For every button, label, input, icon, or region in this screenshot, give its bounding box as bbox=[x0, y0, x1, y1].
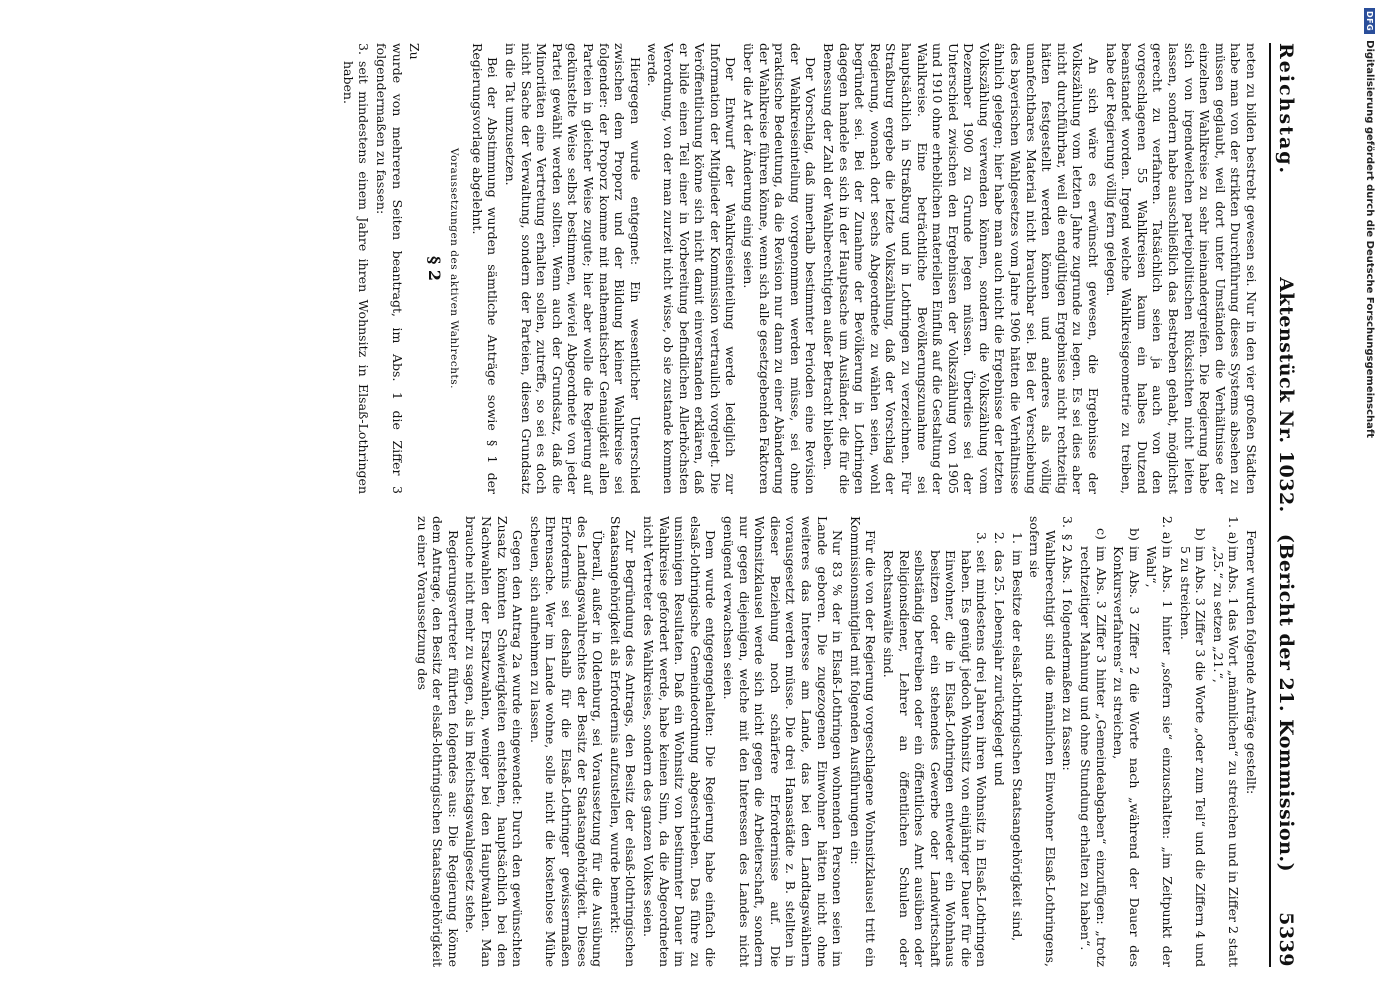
right-column bbox=[338, 516, 1259, 967]
list-text: das 25. Lebensjahr zurückgelegt und bbox=[992, 550, 1008, 786]
text-columns bbox=[338, 43, 1259, 967]
paragraph: Bei der Abstimmung wurden sämtliche Anträge sowie § 1 der Regierungsvorlage abgelehnt. bbox=[469, 43, 501, 494]
list-item bbox=[340, 43, 371, 494]
paragraph: Dem wurde entgegengehalten: Die Regierung habe einfach die elsaß-lothringische Gemeindeordnung abgeschrieben. Das führe zu unsinnigen Resultaten. Daß ein Wohnsitz von bestimmter Dauer im Wahlkreise gefordert werde, habe keinen Sinn, da die Abgeordneten nicht Vertreter des Wahlkreises, sondern des ganzen Volkes seien. bbox=[641, 516, 719, 967]
list-item bbox=[1077, 516, 1108, 967]
document-page bbox=[15, 25, 1305, 985]
paragraph: Der Vorschlag, daß innerhalb bestimmter Perioden eine Revision der Wahlkreiseinteilung vorgenommen werden müsse, sei ohne praktische Bedeutung, da die Revision nur dann zu einer Abänderung der Wahlkreise führen könne, wenn sich alle gesetzgebenden Faktoren über die Art der Änderung einig seien. bbox=[741, 43, 819, 494]
list-text: im Abs. 3 Ziffer 2 die Worte nach „während der Dauer des Konkursverfahrens“ zu streichen, bbox=[1111, 546, 1142, 967]
header-reichstag: Reichstag. bbox=[1275, 43, 1297, 176]
paragraph: Regierungsvertreter führten folgendes aus: Die Regierung könne dem Antrage, den Besitz der elsaß-lothringischen Staatsangehörigkeit zu einer Voraussetzung des bbox=[414, 516, 461, 967]
list-text: im Abs. 1 das Wort „männlichen“ zu streichen und in Ziffer 2 statt „25.“ zu setzen „21.“, bbox=[1210, 546, 1242, 967]
header-kommission: (Bericht der 21. Kommission.) bbox=[1275, 533, 1297, 873]
list-text: seit mindestens drei Jahren ihren Wohnsitz in Elsaß-Lothringen haben. Es genügt jedoch Wohnsitz von einjähriger Dauer für die Einwohner, die in Elsaß-Lothringen entweder ein Wohnhaus besitzen oder ein stehendes Gewerbe oder Landwirtschaft selbständig betreiben oder ein öffentliches Amt ausüben oder Religionsdiener, Lehrer an öffentlichen Schulen oder Rechtsanwälte sind. bbox=[880, 550, 990, 967]
paragraph: Ferner wurden folgende Anträge gestellt: bbox=[1244, 530, 1259, 795]
section-heading: Voraussetzungen des aktiven Wahlrechts. bbox=[448, 148, 461, 389]
digitization-note bbox=[1364, 8, 1375, 988]
paragraph: Für die von der Regierung vorgeschlagene Wohnsitzklausel tritt ein Kommissionsmitglied mit folgenden Ausführungen ein: bbox=[847, 516, 879, 967]
list-item bbox=[1210, 516, 1241, 967]
paragraph: Hiergegen wurde entgegnet: Ein wesentlicher Unterschied zwischen dem Proporz und der Bildung kleiner Wahlkreise sei folgender: der Proporz komme mit mathematischer Genauigkeit allen Parteien in gleicher Weise zugute; hier aber wolle die Regierung auf gekünstelte Weise selbst bestimmen, wieviel Abgeordnete von jeder Partei gewählt werden sollten. Wenn auch der Grundsatz, daß die Minoritäten eine Vertretung erhalten sollen, zutreffe, so sei es doch nicht Sache der Verwaltung, sondern der Parteien, diesen Grundsatz in die Tat umzusetzen. bbox=[503, 43, 643, 494]
paragraph: Überall, außer in Oldenburg, sei Voraussetzung für die Ausübung des Landtagswahlrechtes der Besitz der Staatsangehörigkeit. Dieses Erfordernis sei deshalb für die Elsaß-Lothringer gewissermaßen Ehrensache. Wer im Lande wohne, solle nicht die kostenlose Mühe scheuen, sich aufnehmen zu lassen. bbox=[527, 516, 606, 967]
list-item bbox=[1177, 516, 1208, 967]
list-number: 1. bbox=[1009, 532, 1025, 544]
paragraph-mark: § 2 bbox=[424, 255, 444, 282]
list-number: b) bbox=[1193, 528, 1209, 541]
paragraph: An sich wäre es erwünscht gewesen, die Ergebnisse der Volkszählung vom letzten Jahre zugrunde zu legen. Es sei dies aber nicht durchführbar, weil die endgültigen Ergebnisse nicht rechtzeitig hätten festgestellt werden können und anderes als völlig unanfechtbares Material nicht brauchbar sei. Bei der Verschiebung des bayerischen Wahlgesetzes vom Jahre 1906 hätten die Verhältnisse ähnlich gelegen; hier habe man auch nicht die Ergebnisse der letzten Volkszählung verwenden können, sondern die Volkszählung vom Dezember 1900 zu Grunde legen müssen. Überdies sei der Unterschied zwischen den Ergebnissen der Volkszählung von 1905 und 1910 ohne erheblichen materiellen Einfluß auf die Gestaltung der Wahlkreise. Eine beträchtliche Bevölkerungszunahme sei hauptsächlich in Straßburg und in Lothringen zu verzeichnen. Für Straßburg ergebe die letzte Volkszählung, daß der Vorschlag der Regierung, wonach dort sechs Abgeordnete zu wählen seien, wohl begründet sei. Bei der Zunahme der Bevölkerung in Lothringen dagegen handele es sich in der Hauptsache um Ausländer, die für die Bemessung der Zahl der Wahlberechtigten außer Betracht blieben. bbox=[820, 43, 1102, 494]
left-column bbox=[338, 43, 1259, 494]
sub-list-item bbox=[1009, 516, 1025, 967]
list-number: b) bbox=[1126, 528, 1142, 541]
list-item bbox=[1060, 516, 1076, 967]
list-number: 1. a) bbox=[1226, 516, 1242, 545]
paragraph: Nur 83 % der in Elsaß-Lothringen wohnenden Personen seien im Lande geboren. Die zugezogenen Einwohner hätten nicht ohne weiteres das Interesse am Lande, das bei den Landtagswählern vorausgesetzt werden müsse. Die drei Hansastädte z. B. stellten in dieser Beziehung noch schärfere Erfordernisse auf. Die Wohnsitzklausel werde sich nicht gegen die Arbeiterschaft, sondern nur gegen diejenigen, welche mit den Interessen des Landes nicht genügend verwachsen seien. bbox=[721, 516, 846, 967]
list-item bbox=[1111, 516, 1142, 967]
list-text: im Abs. 3 Ziffer 3 die Worte „oder zum Teil“ und die Ziffern 4 und 5 zu streichen. bbox=[1177, 546, 1209, 967]
dfg-logo: DFG bbox=[1364, 8, 1375, 34]
list-number: 2. a) bbox=[1160, 516, 1176, 545]
list-number: 3. bbox=[974, 532, 990, 544]
list-number: 3. bbox=[356, 43, 372, 55]
list-text: in Abs. 1 hinter „sofern sie“ einzuschalten: „im Zeitpunkt der Wahl“, bbox=[1144, 546, 1176, 967]
page-number: 5339 bbox=[1275, 912, 1297, 967]
list-number: 2. bbox=[992, 532, 1008, 544]
digitization-text: Digitalisierung gefördert durch die Deutsche Forschungsgemeinschaft bbox=[1364, 40, 1375, 439]
list-text: § 2 Abs. 1 folgendermaßen zu fassen: bbox=[1060, 534, 1076, 771]
list-text: im Besitze der elsaß-lothringischen Staatsangehörigkeit sind, bbox=[1009, 550, 1025, 942]
paragraph: Wahlberechtigt sind die männlichen Einwohner Elsaß-Lothringens, sofern sie bbox=[1027, 516, 1058, 967]
paragraph: Zur Begründung des Antrags, den Besitz der elsaß-lothringischen Staatsangehörigkeit als Erfordernis aufzustellen, wurde bemerkt: bbox=[607, 516, 639, 967]
sub-list-item bbox=[992, 516, 1008, 967]
sub-list-item bbox=[880, 516, 989, 967]
header-aktenstueck: Aktenstück Nr. 1032. bbox=[1275, 277, 1297, 513]
running-head bbox=[1269, 43, 1297, 967]
list-text: im Abs. 3 Ziffer 3 hinter „Gemeindeabgaben“ einzufügen: „trotz rechtzeitiger Mahnung und ohne Stundung erhalten zu haben“. bbox=[1078, 546, 1109, 967]
list-text: seit mindestens einem Jahre ihren Wohnsitz in Elsaß-Lothringen haben. bbox=[340, 61, 372, 494]
paragraph: Der Entwurf der Wahlkreiseinteilung werde lediglich zur Information der Mitglieder der Kommission vertraulich vorgelegt. Die Veröffentlichung könne sich nicht damit einverstanden erklären, daß er bilde einen Teil einer in Vorbereitung befindlichen Allerhöchsten Verordnung, von der man zurzeit nicht wisse, ob sie zustande kommen werde. bbox=[645, 43, 739, 494]
paragraph: wurde von mehreren Seiten beantragt, im Abs. 1 die Ziffer 3 folgendermaßen zu fassen: bbox=[373, 43, 405, 494]
paragraph: neten zu bilden bestrebt gewesen sei. Nur in den vier großen Städten habe man von der strikten Durchführung dieses Systems absehen zu müssen geglaubt, weil dort unter Umständen die Verhältnisse der einzelnen Wahlkreise zu sehr ineinandergreifen. Die Regierung habe sich von irgendwelchen parteipolitischen Rücksichten nicht leiten lassen, sondern habe ausschließlich das Bestreben gehabt, möglichst gerecht zu verfahren. Tatsächlich seien ja auch von den vorgeschlagenen 55 Wahlkreisen kaum ein halbes Dutzend beanstandet worden. Irgend welche Wahlkreisgeometrie zu treiben, habe der Regierung völlig fern gelegen. bbox=[1103, 43, 1259, 494]
paragraph: Gegen den Antrag 2a wurde eingewendet: Durch den gewünschten Zusatz könnten Schwierigkeiten entstehen, hauptsächlich bei den Nachwahlen der Ersatzwahlen, weniger bei den Hauptwahlen. Man brauche nicht mehr zu sagen, als im Reichstagswahlgesetz stehe. bbox=[463, 516, 526, 967]
list-number: 3. bbox=[1060, 516, 1076, 528]
list-number: c) bbox=[1093, 528, 1109, 540]
zu-label: Zu bbox=[407, 43, 423, 60]
list-item bbox=[1144, 516, 1175, 967]
